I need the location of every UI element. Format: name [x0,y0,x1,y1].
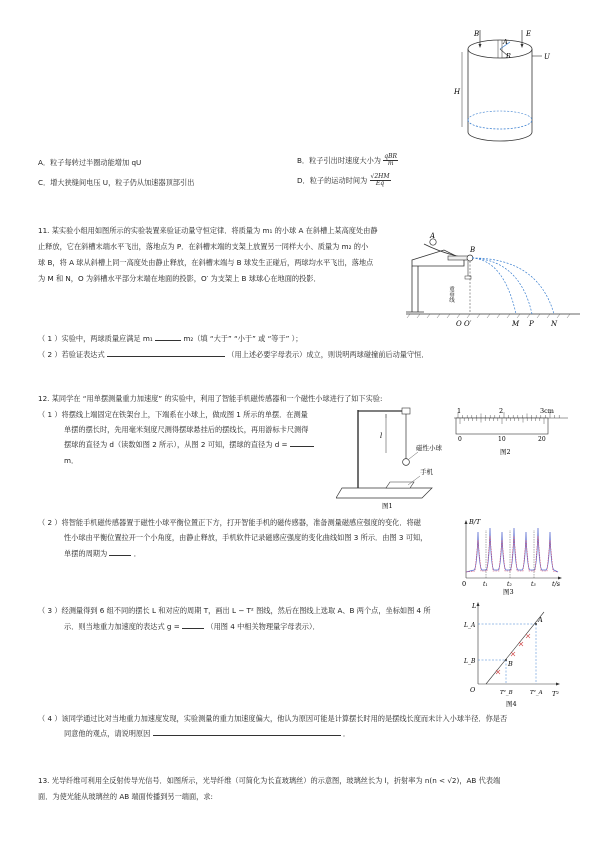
q10-option-a: A．粒子每转过半圈动能增加 qU [38,158,142,167]
q10-option-b-fraction [383,154,398,168]
fig4-TB-label: T²_B [500,690,513,696]
fig3-t1-label: t₁ [483,581,488,588]
q10-option-d [297,174,391,188]
q11-part-1-answer-blank[interactable] [155,340,181,341]
fig3-caption: 图3 [503,588,514,596]
fig11-label-M: M [512,320,520,328]
q10-option-d-numerator: √2HM [370,173,390,180]
fig11-plumb-line-label: 重垂线 [448,286,454,303]
q11-part-2-prefix: （ 2 ）若验证表达式 [38,350,105,359]
fig3-t2-label: t₂ [507,581,512,588]
q11-part-1-prefix: （ 1 ）实验中，两球质量应满足 m₁ [38,334,153,343]
fig2-vernier-label-0: 0 [458,436,462,443]
fig11-label-A: A [430,232,436,240]
fig3-origin: 0 [462,580,467,588]
q11-line-3: 球 B，将 A 球从斜槽上同一高度处由静止释放，在斜槽末端与 B 球发生正碰后，两球均水平飞出，落地点 [38,258,374,267]
fig2-vernier-label-10: 10 [498,436,506,443]
fig3-t3-label: t₃ [531,581,536,588]
q13-line-2: 面．为使光能从玻璃丝的 AB 端面传播到另一端面，求: [38,792,213,801]
q12-part-2-line-1: （ 2 ）将智能手机磁传感器置于磁性小球平衡位置正下方，打开智能手机的磁传感器，准备测量磁感应强度的变化．将磁 [38,518,421,527]
pendulum-stand-figure [336,404,446,512]
q10-option-c: C．增大狭缝间电压 U，粒子仍从加速器顶部引出 [38,178,195,187]
q12-gravity-expression-blank[interactable] [182,628,204,629]
q11-part-2-answer-blank[interactable] [107,356,225,357]
fig2-main-label-3cm: 3cm [540,407,554,415]
fig11-label-P: P [529,320,534,328]
fig4-y-axis-label: L [472,602,477,610]
q12-part-3-line-2-end: （用图 4 中相关物理量字母表示）． [206,622,320,631]
q12-part-1-line-3-text: 摆球的直径为 d（读数如图 2 所示），从图 2 可知，摆球的直径为 d = [64,440,288,449]
q12-part-1-line-1: （ 1 ）将摆线上端固定在铁架台上，下端系在小球上，做成图 1 所示的单摆．在测量 [38,410,308,419]
q11-part-2-suffix: （用上述必要字母表示）成立，则说明两球碰撞前后动量守恒． [227,350,429,359]
q12-part-2-line-3 [64,549,141,559]
label-A: A [503,38,508,46]
fig11-label-O-prime: O′ [464,320,472,328]
q10-option-b-prefix: B．粒子引出时速度大小为 [297,155,381,165]
q12-part-2-line-2: 性小球由平衡位置拉开一个小角度，由静止释放，手机软件记录磁感应强度的变化曲线如图 3 所示．由图 3 可知， [64,533,428,542]
q12-part-1-line-4: m． [64,456,79,465]
fig11-label-O: O [456,320,462,328]
magnetic-field-waveform-figure [456,516,566,596]
label-B: B [474,30,480,38]
q12-reason-answer-blank[interactable] [153,735,341,736]
q10-option-b-denominator: m [387,160,394,168]
fig1-caption: 图1 [382,502,393,510]
fig2-main-label-2: 2 [499,407,504,415]
q11-line-2: 止释放，它在斜槽末端水平飞出，落地点为 P．在斜槽末端的支架上放置另一同样大小、质量为 m₂ 的小 [38,242,369,251]
fig4-point-B-label: B [508,660,513,668]
fig2-caption: 图2 [500,448,511,456]
fig4-origin: O [470,686,476,694]
fig3-y-axis-label: B/T [469,518,481,526]
cyclotron-cylinder-figure [440,22,580,144]
label-R: R [506,52,511,60]
momentum-apparatus-figure [404,230,582,330]
length-period-squared-graph [458,600,568,710]
fig4-x-axis-label: T² [552,690,559,698]
q11-part-1-suffix: m₂（填 “大于” “小于” 或 “等于” ）； [183,334,303,343]
q10-option-d-fraction [370,174,391,188]
q11-part-2 [38,350,429,360]
q10-option-b [297,154,398,168]
fig4-LA-label: L_A [464,622,476,629]
q13-line-1: 13. 光导纤维可利用全反射传导光信号．如图所示，光导纤维（可简化为长直玻璃丝）的示意图，玻璃丝长为 l，折射率为 n(n < √2)，AB 代表端 [38,776,501,785]
fig1-label-magnetic-ball: 磁性小球 [416,444,442,452]
q12-intro: 12. 某同学在 “用单摆测量重力加速度” 的实验中，利用了智能手机磁传感器和一个磁性小球进行了如下实验: [38,394,383,403]
q12-part-4-line-2-end: ． [342,729,351,738]
q11-line-4: 为 M 和 N，O 为斜槽水平部分末端在地面的投影，O′ 为支架上 B 球球心在地面的投影． [38,274,321,283]
q12-part-4-line-2 [64,729,350,739]
q12-part-2-line-3-text: 单摆的周期为 [64,549,108,558]
fig11-label-N: N [551,320,558,328]
q10-option-b-numerator: qBR [384,153,398,160]
fig11-label-B: B [470,246,476,254]
q12-part-2-line-3-end: ． [133,549,141,558]
label-U: U [544,53,550,61]
fig4-LB-label: L_B [464,658,476,665]
q12-part-3-line-1: （ 3 ）经测量得到 6 组不同的摆长 L 和对应的周期 T，画出 L − T² 图线，然后在图线上选取 A、B 两个点，坐标如图 4 所 [38,606,431,615]
q12-part-4-line-1: （ 4 ）该同学通过比对当地重力加速度发现，实验测量的重力加速度偏大，他认为原因可能是计算摆长时用的是摆线长度而未计入小球半径．你是否 [38,714,508,723]
vernier-caliper-figure [452,404,572,460]
q12-part-3-line-2-text: 示．则当地重力加速度的表达式 g = [64,622,180,631]
fig1-label-l: l [380,432,383,440]
q12-part-4-line-2-text: 同意他的观点，请说明原因 [64,729,151,738]
label-E: E [526,30,532,38]
fig2-vernier-label-20: 20 [538,436,546,443]
fig1-label-phone: 手机 [420,468,433,476]
fig3-x-axis-label: t/s [552,580,561,588]
q11-line-1: 11. 某实验小组用如图所示的实验装置来验证动量守恒定律．将质量为 m₁ 的小球 A 在斜槽上某高度处由静 [38,226,378,235]
label-H: H [454,88,461,96]
fig4-point-A-label: A [538,616,543,624]
q12-part-3-line-2 [64,622,320,632]
q10-option-d-prefix: D．粒子的运动时间为 [297,175,368,185]
q10-option-d-denominator: Eq [375,180,385,188]
q12-period-answer-blank[interactable] [109,555,131,556]
fig4-TA-label: T²_A [530,690,543,696]
fig2-main-label-1: 1 [457,407,462,415]
q12-diameter-answer-blank[interactable] [290,446,314,447]
q11-part-1 [38,334,302,344]
q12-part-1-line-3 [64,440,314,450]
fig4-caption: 图4 [506,700,517,708]
q12-part-1-line-2: 单摆的摆长时，先用毫米刻度尺测得摆球悬挂后的摆线长，再用游标卡尺测得 [64,425,309,434]
